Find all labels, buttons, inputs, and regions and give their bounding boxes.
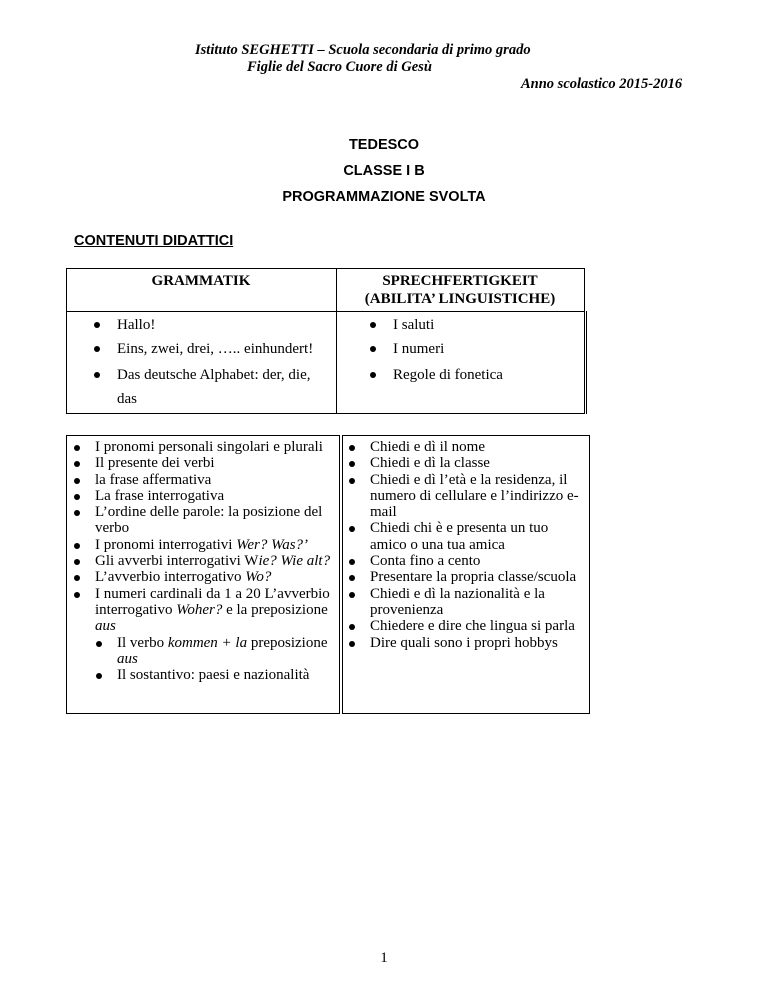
list-item: I pronomi personali singolari e plurali [71,439,337,455]
list-subitem: Il sostantivo: paesi e nazionalità [71,667,337,683]
skills-list [346,439,587,651]
list-item: Chiedi chi è e presenta un tuo amico o una tua amica [346,520,587,553]
school-subtitle: Figlie del Sacro Cuore di Gesù [247,59,432,75]
list-item: I pronomi interrogativi Wer? Was?’ [71,537,337,553]
list-item: Chiedi e dì la classe [346,455,587,471]
page-number: 1 [380,950,388,966]
subject-title: TEDESCO [348,137,420,153]
list-item: I numeri cardinali da 1 a 20 L’avverbio interrogativo Woher? e la preposizione aus [71,586,337,635]
school-year: Anno scolastico 2015-2016 [521,76,683,92]
list-item: La frase interrogativa [71,488,337,504]
list-item: Il presente dei verbi [71,455,337,471]
list-item: I saluti [393,317,435,333]
list-item: Hallo! [117,317,156,333]
skills-header-line2: (ABILITA’ LINGUISTICHE) [364,291,556,307]
section-title: CONTENUTI DIDATTICI [74,233,234,249]
grammar-header: GRAMMATIK [151,273,251,289]
list-item: Chiedi e dì la nazionalità e la provenienza [346,586,587,619]
list-item: Das deutsche Alphabet: der, die, [117,367,311,383]
list-item: Eins, zwei, drei, ….. einhundert! [117,341,314,357]
list-item: Chiedi e dì il nome [346,439,587,455]
list-item-continuation: das [117,391,137,407]
grammar-list [71,439,337,683]
list-item: L’avverbio interrogativo Wo? [71,569,337,585]
program-title: PROGRAMMAZIONE SVOLTA [282,189,486,205]
class-title: CLASSE I B [343,163,425,179]
list-item: Gli avverbi interrogativi Wie? Wie alt? [71,553,337,569]
list-item: Conta fino a cento [346,553,587,569]
school-name: Istituto SEGHETTI – Scuola secondaria di primo grado [195,42,531,58]
list-item: Presentare la propria classe/scuola [346,569,587,585]
list-item: Dire quali sono i propri hobbys [346,635,587,651]
list-item: L’ordine delle parole: la posizione del verbo [71,504,337,537]
list-item: I numeri [393,341,445,357]
list-item: la frase affermativa [71,472,337,488]
list-item: Regole di fonetica [393,367,503,383]
list-subitem: Il verbo kommen + la preposizione aus [71,635,337,668]
list-item: Chiedere e dire che lingua si parla [346,618,587,634]
list-item: Chiedi e dì l’età e la residenza, il numero di cellulare e l’indirizzo e-mail [346,472,587,521]
skills-header-line1: SPRECHFERTIGKEIT [382,273,538,289]
